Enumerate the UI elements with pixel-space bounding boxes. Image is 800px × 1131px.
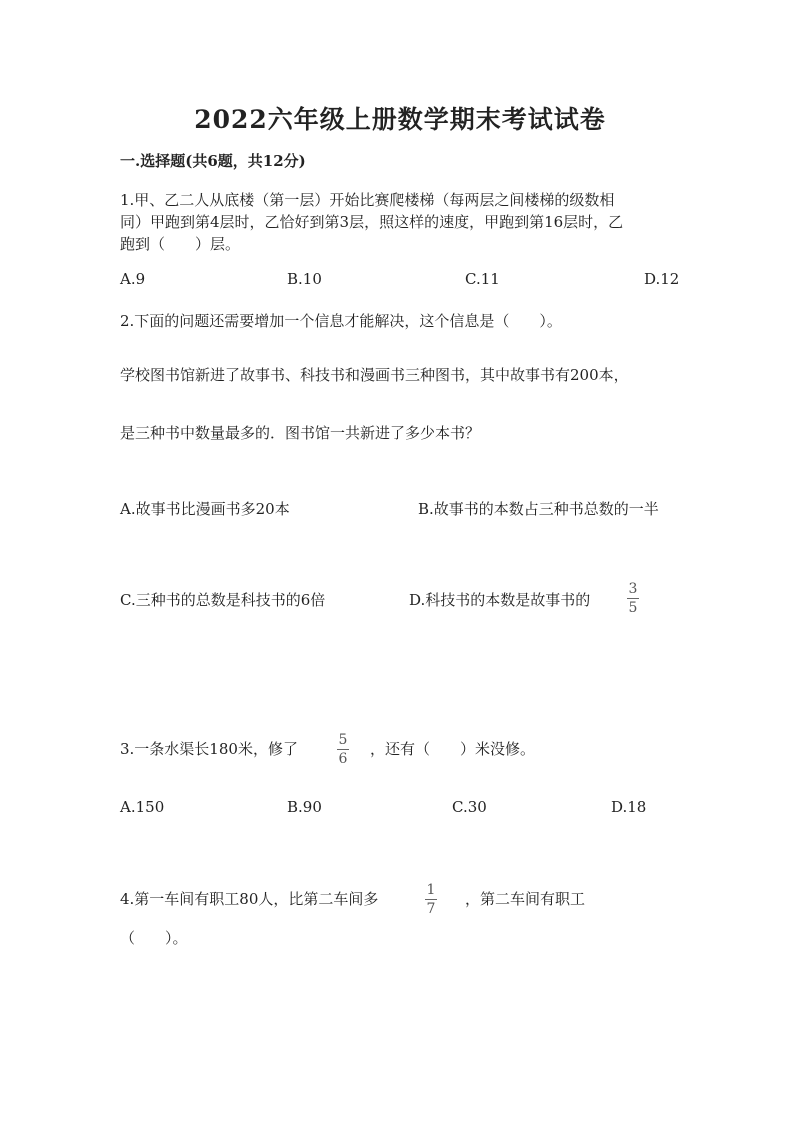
- exam-title: 2022六年级上册数学期末考试试卷: [194, 105, 606, 134]
- fraction-denominator: 5: [628, 600, 638, 616]
- q3-stem-end: ，还有（ ）米没修。: [370, 740, 536, 758]
- q2-stem: 2.下面的问题还需要增加一个信息才能解决，这个信息是（ ）。: [120, 312, 562, 330]
- q2-paragraph-2: 是三种书中数量最多的．图书馆一共新进了多少本书？: [120, 424, 481, 442]
- fraction-numerator: 3: [628, 581, 638, 597]
- q3-option-b: B.90: [287, 798, 322, 816]
- q4-fraction: [425, 883, 437, 916]
- fraction-bar: [337, 749, 349, 750]
- fraction-denominator: 6: [338, 751, 348, 767]
- q3-stem-start: 3.一条水渠长180米，修了: [120, 740, 298, 758]
- q2-option-d-fraction: [627, 582, 639, 615]
- q2-option-c: C.三种书的总数是科技书的6倍: [120, 591, 326, 609]
- q4-stem-end: ，第二车间有职工: [465, 890, 586, 908]
- q2-paragraph-1: 学校图书馆新进了故事书、科技书和漫画书三种图书，其中故事书有200本，: [120, 366, 629, 384]
- fraction-bar: [627, 598, 639, 599]
- q1-line-3: 跑到（ ）层。: [120, 235, 241, 253]
- q1-option-c: C.11: [465, 270, 500, 288]
- q2-option-d: D.科技书的本数是故事书的: [409, 591, 591, 609]
- fraction-bar: [425, 899, 437, 900]
- q3-option-d: D.18: [611, 798, 647, 816]
- q4-stem-start: 4.第一车间有职工80人，比第二车间多: [120, 890, 379, 908]
- fraction-denominator: 7: [426, 901, 436, 917]
- q3-fraction: [337, 733, 349, 766]
- q3-option-a: A.150: [120, 798, 165, 816]
- section-heading: 一.选择题(共6题，共12分): [120, 152, 306, 170]
- q2-option-b: B.故事书的本数占三种书总数的一半: [418, 500, 659, 518]
- q4-line-2: （ ）。: [120, 929, 188, 947]
- q1-line-2: 同）甲跑到第4层时，乙恰好到第3层，照这样的速度，甲跑到第16层时，乙: [120, 213, 624, 231]
- q2-option-a: A.故事书比漫画书多20本: [120, 500, 290, 518]
- q1-line-1: 1.甲、乙二人从底楼（第一层）开始比赛爬楼梯（每两层之间楼梯的级数相: [120, 191, 615, 209]
- q1-option-a: A.9: [120, 270, 146, 288]
- fraction-numerator: 5: [338, 732, 348, 748]
- fraction-numerator: 1: [426, 882, 436, 898]
- q3-option-c: C.30: [452, 798, 487, 816]
- q1-option-d: D.12: [644, 270, 680, 288]
- q1-option-b: B.10: [287, 270, 322, 288]
